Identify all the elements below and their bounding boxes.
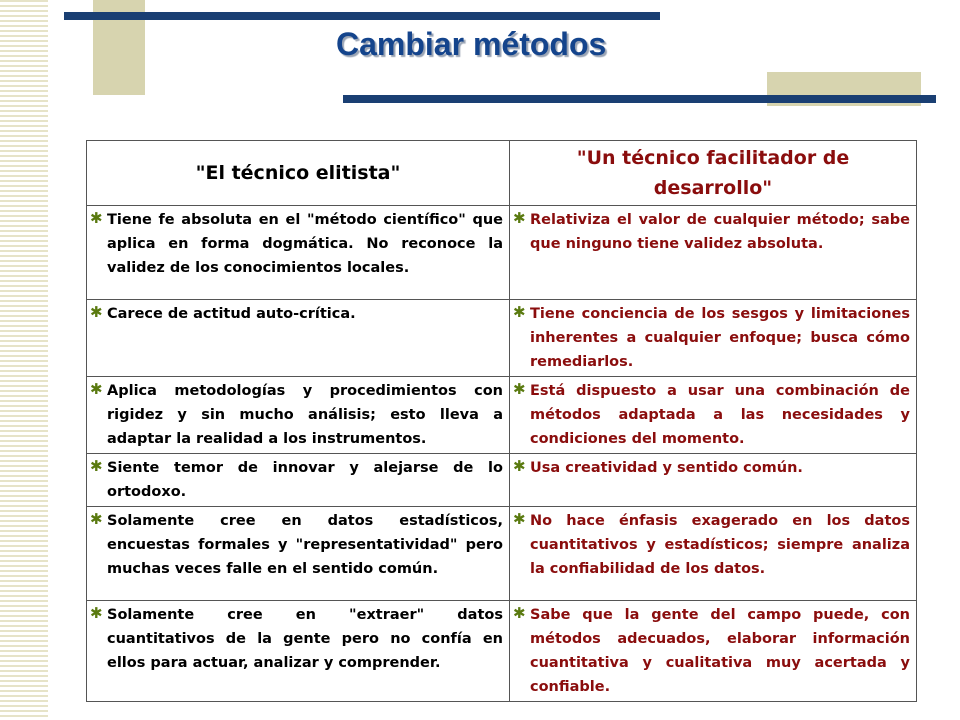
right-cell-text: Está dispuesto a usar una combinación de métodos adaptada a las necesidades y condiciones del momento. <box>530 383 910 447</box>
right-cell <box>510 454 917 507</box>
asterisk-bullet-icon: ✱ <box>90 380 103 398</box>
left-cell-text: Tiene fe absoluta en el "método científico" que aplica en forma dogmática. No reconoce la validez de los conocimientos locales. <box>107 212 503 276</box>
asterisk-bullet-icon: ✱ <box>90 209 103 227</box>
left-cell <box>87 507 510 601</box>
table-row <box>87 377 917 454</box>
asterisk-bullet-icon: ✱ <box>90 457 103 475</box>
left-cell-text: Solamente cree en datos estadísticos, encuestas formales y "representatividad" pero muchas veces falle en el sentido común. <box>107 513 503 577</box>
navy-bar-bottom <box>343 95 936 103</box>
page-title: Cambiar métodos <box>336 26 607 62</box>
right-cell-text: Tiene conciencia de los sesgos y limitaciones inherentes a cualquier enfoque; busca cómo remediarlos. <box>530 306 910 370</box>
header-elitist: "El técnico elitista" <box>87 141 510 206</box>
asterisk-bullet-icon: ✱ <box>513 604 526 622</box>
asterisk-bullet-icon: ✱ <box>513 303 526 321</box>
asterisk-bullet-icon: ✱ <box>90 604 103 622</box>
right-cell <box>510 601 917 702</box>
navy-bar-top <box>64 12 660 20</box>
left-cell <box>87 300 510 377</box>
right-cell-text: Relativiza el valor de cualquier método; sabe que ninguno tiene validez absoluta. <box>530 212 910 252</box>
table-row <box>87 206 917 300</box>
comparison-table <box>86 140 917 702</box>
header-row <box>87 141 917 206</box>
left-cell-text: Carece de actitud auto-crítica. <box>107 306 356 322</box>
right-cell-text: Usa creatividad y sentido común. <box>530 460 803 476</box>
right-cell <box>510 206 917 300</box>
left-cell-text: Aplica metodologías y procedimientos con rigidez y sin mucho análisis; esto lleva a adaptar la realidad a los instrumentos. <box>107 383 503 447</box>
asterisk-bullet-icon: ✱ <box>513 457 526 475</box>
asterisk-bullet-icon: ✱ <box>513 510 526 528</box>
right-cell <box>510 377 917 454</box>
header-facilitator: "Un técnico facilitador de desarrollo" <box>510 141 917 206</box>
right-cell <box>510 507 917 601</box>
table-row <box>87 507 917 601</box>
asterisk-bullet-icon: ✱ <box>513 209 526 227</box>
right-cell <box>510 300 917 377</box>
table-row <box>87 454 917 507</box>
asterisk-bullet-icon: ✱ <box>90 303 103 321</box>
left-cell-text: Siente temor de innovar y alejarse de lo ortodoxo. <box>107 460 503 500</box>
striped-margin-decoration <box>0 0 48 720</box>
left-cell <box>87 377 510 454</box>
asterisk-bullet-icon: ✱ <box>90 510 103 528</box>
left-cell-text: Solamente cree en "extraer" datos cuantitativos de la gente pero no confía en ellos para actuar, analizar y comprender. <box>107 607 503 671</box>
table-row <box>87 300 917 377</box>
left-cell <box>87 601 510 702</box>
asterisk-bullet-icon: ✱ <box>513 380 526 398</box>
left-cell <box>87 454 510 507</box>
right-cell-text: No hace énfasis exagerado en los datos cuantitativos y estadísticos; siempre analiza la confiabilidad de los datos. <box>530 513 910 577</box>
left-cell <box>87 206 510 300</box>
table-row <box>87 601 917 702</box>
right-cell-text: Sabe que la gente del campo puede, con métodos adecuados, elaborar información cuantitativa y cualitativa muy acertada y confiable. <box>530 607 910 695</box>
